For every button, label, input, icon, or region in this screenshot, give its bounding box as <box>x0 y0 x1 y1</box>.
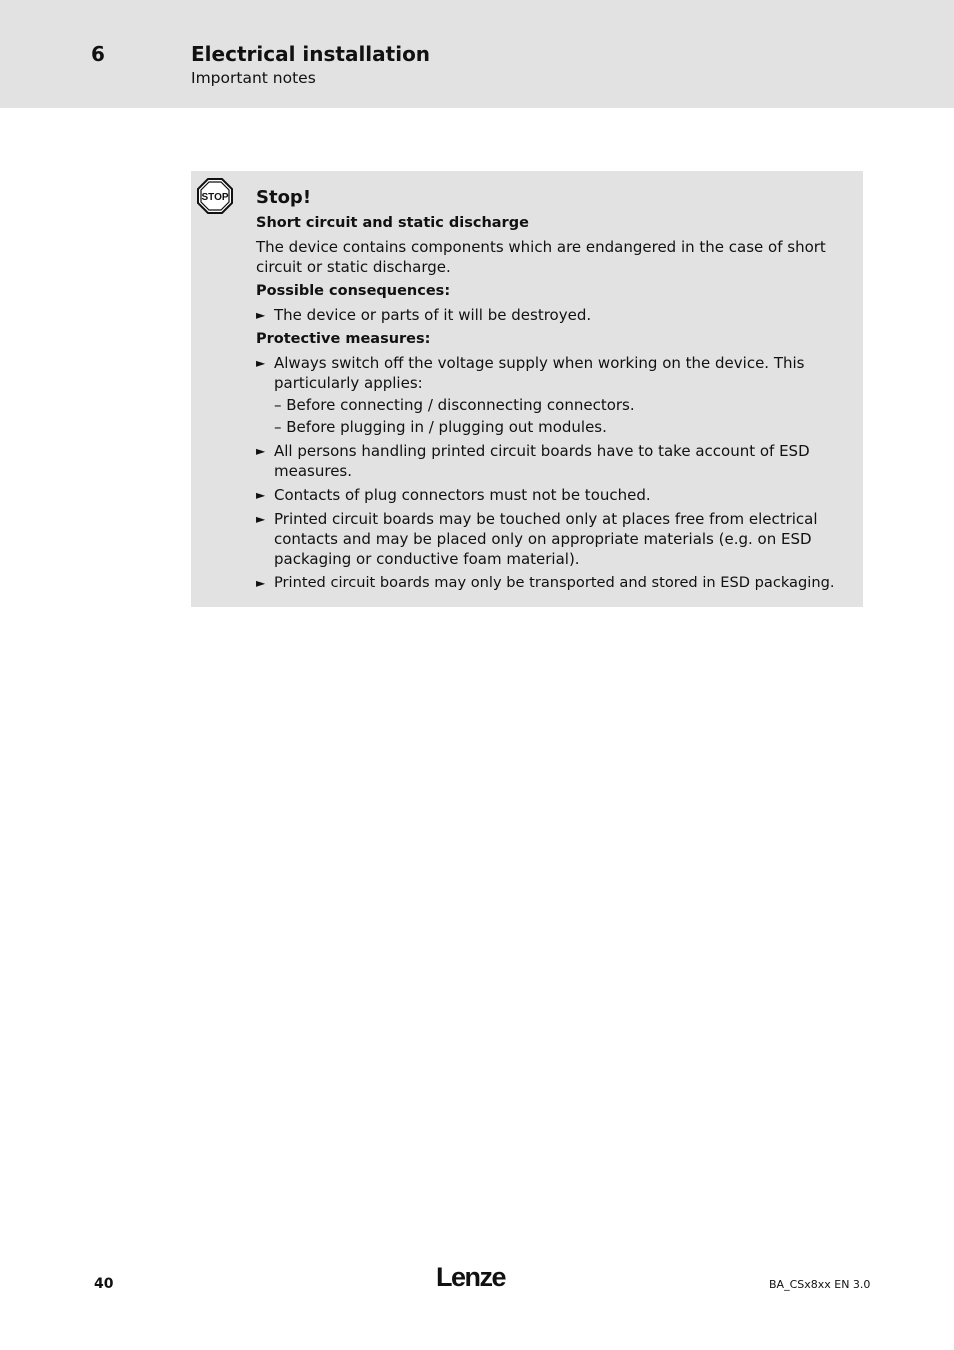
bullet-arrow-icon: ► <box>256 444 266 458</box>
stop-note-content <box>256 185 856 597</box>
chapter-subtitle: Important notes <box>191 69 316 87</box>
bullet-arrow-icon: ► <box>256 308 266 322</box>
page-number: 40 <box>94 1276 114 1292</box>
consequences-heading: Possible consequences: <box>256 283 451 299</box>
note-subtitle: Short circuit and static discharge <box>256 215 529 231</box>
chapter-number: 6 <box>91 42 105 66</box>
document-id: BA_CSx8xx EN 3.0 <box>769 1278 871 1291</box>
chapter-title: Electrical installation <box>191 42 431 66</box>
measure-item: ► All persons handling printed circuit boards have to take account of ESD measures. <box>256 442 810 480</box>
measures-heading: Protective measures: <box>256 331 431 347</box>
stop-sign-label: STOP <box>201 192 229 203</box>
measure-subitem: – Before connecting / disconnecting connectors. <box>274 396 635 414</box>
note-title: Stop! <box>256 187 312 208</box>
bullet-arrow-icon: ► <box>256 356 266 370</box>
bullet-arrow-icon: ► <box>256 512 266 526</box>
measure-item: ► Always switch off the voltage supply when working on the device. This particularly applies: – Before connecting / disconnecting connectors. – Before plugging in / plugging out modules. <box>256 353 856 437</box>
bullet-arrow-icon: ► <box>256 488 266 502</box>
note-description: The device contains components which are endangered in the case of short circuit or static discharge. <box>256 238 826 276</box>
stop-note-box <box>191 171 863 607</box>
measure-item: ► Printed circuit boards may only be transported and stored in ESD packaging. <box>256 574 835 591</box>
page-header <box>0 0 954 108</box>
bullet-arrow-icon: ► <box>256 576 266 590</box>
stop-sign-icon <box>197 178 233 214</box>
consequence-item: ► The device or parts of it will be destroyed. <box>256 306 592 324</box>
measure-subitem: – Before plugging in / plugging out modules. <box>274 418 607 436</box>
lenze-logo: Lenze <box>436 1262 506 1292</box>
measure-item: ► Contacts of plug connectors must not be touched. <box>256 486 651 504</box>
measure-item: ► Printed circuit boards may be touched only at places free from electrical contacts and may be placed only on appropriate materials (e.g. on ESD packaging or conductive foam material). <box>256 510 818 568</box>
